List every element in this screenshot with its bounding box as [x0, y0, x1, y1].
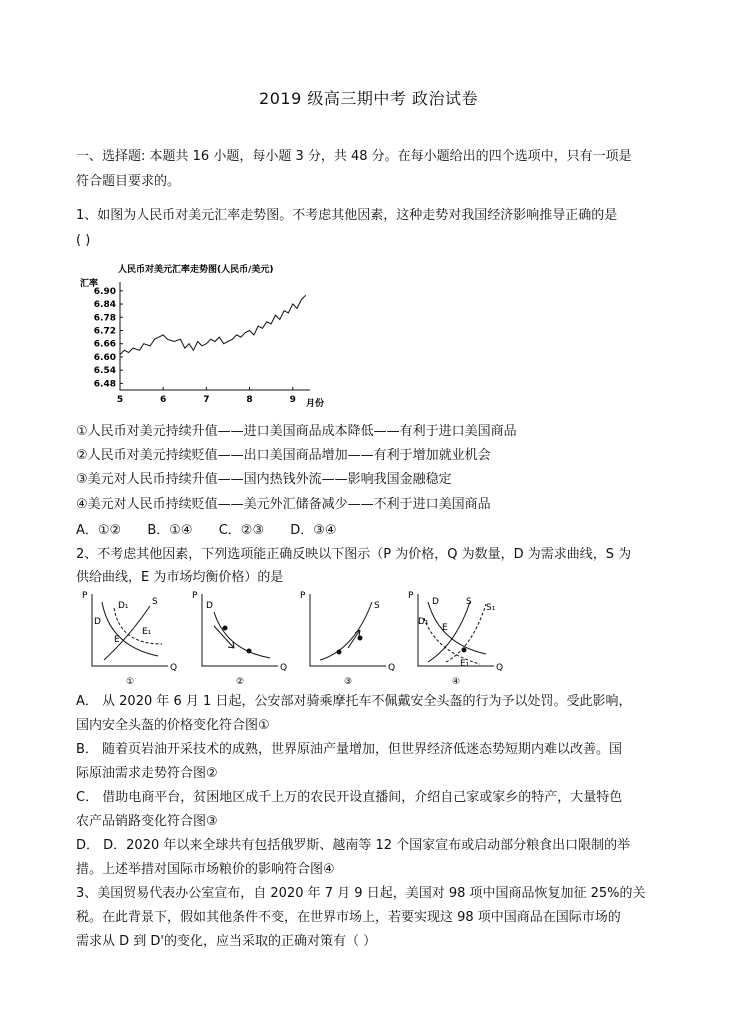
y-tick-label: 6.54	[93, 366, 116, 377]
q1-option-c[interactable]: C．②③	[218, 523, 265, 538]
y-tick-label: 6.90	[93, 286, 116, 297]
svg-text:D: D	[94, 617, 101, 627]
x-tick-label: 8	[246, 395, 253, 405]
q1-option-b[interactable]: B．①④	[147, 523, 193, 538]
q1-option-a[interactable]: A．①②	[76, 523, 122, 538]
chart-xlabel: 月份	[306, 399, 325, 408]
x-tick-label: 7	[203, 395, 210, 405]
svg-text:S: S	[152, 597, 158, 607]
q2-option-b-line2: 际原油需求走势符合图②	[76, 766, 218, 781]
y-tick-label: 6.84	[93, 300, 116, 311]
svg-text:P: P	[82, 591, 88, 601]
svg-text:S: S	[374, 601, 380, 611]
q3-stem-line3: 需求从 D 到 D'的变化，应当采取的正确对策有（ ）	[76, 934, 377, 949]
graph-4	[408, 591, 503, 687]
q2-option-d-line1[interactable]: D． D．2020 年以来全球共有包括俄罗斯、越南等 12 个国家宣布或启动部分粮食出口限制的举	[76, 838, 631, 853]
y-tick-label: 6.48	[93, 379, 116, 390]
section-instructions-line1: 一、选择题: 本题共 16 小题，每小题 3 分，共 48 分。在每小题给出的四个选项中，只有一项是	[76, 149, 632, 164]
svg-text:E: E	[442, 623, 448, 633]
svg-text:Q: Q	[496, 663, 504, 673]
svg-text:P: P	[300, 591, 306, 601]
y-tick-label: 6.72	[93, 326, 116, 337]
graph-1	[82, 591, 177, 687]
supply-demand-graphs	[70, 588, 530, 688]
chart-ylabel: 汇率	[80, 279, 99, 289]
svg-text:D: D	[206, 601, 213, 611]
exchange-rate-chart	[70, 258, 330, 408]
x-tick-label: 9	[289, 395, 296, 405]
graph-3	[300, 591, 395, 687]
svg-text:Q: Q	[388, 663, 396, 673]
q3-stem-line1: 3、美国贸易代表办公室宣布，自 2020 年 7 月 9 日起，美国对 98 项中国商品恢复加征 25%的关	[76, 886, 646, 901]
q2-stem-line2: 供给曲线，E 为市场均衡价格）的是	[76, 570, 284, 585]
graph-2	[192, 591, 287, 687]
svg-text:P: P	[192, 591, 198, 601]
q2-option-a-line1[interactable]: A． 从 2020 年 6 月 1 日起，公安部对骑乘摩托车不佩戴安全头盔的行为予以处罚。受此影响，	[76, 694, 632, 709]
y-tick-label: 6.60	[93, 352, 116, 363]
q2-option-d-line2: 措。上述举措对国际市场粮价的影响符合图④	[76, 862, 335, 877]
svg-text:④: ④	[452, 677, 461, 687]
svg-text:E: E	[114, 635, 120, 645]
svg-text:S: S	[466, 597, 472, 607]
q1-item-3: ③美元对人民币持续升值——国内热钱外流——影响我国金融稳定	[76, 472, 452, 487]
svg-text:Q: Q	[170, 663, 178, 673]
q1-option-d[interactable]: D．③④	[290, 523, 337, 538]
svg-text:D₁: D₁	[418, 617, 429, 627]
svg-text:③: ③	[344, 677, 353, 687]
svg-text:P: P	[408, 591, 414, 601]
q1-item-2: ②人民币对美元持续贬值——出口美国商品增加——有利于增加就业机会	[76, 448, 491, 463]
svg-text:E₁: E₁	[460, 659, 470, 669]
q1-stem-line2: ( )	[76, 233, 91, 248]
svg-text:Q: Q	[280, 663, 288, 673]
svg-text:②: ②	[236, 677, 245, 687]
q2-option-c-line1[interactable]: C． 借助电商平台，贫困地区成千上万的农民开设直播间，介绍自己家或家乡的特产，大量特色	[76, 790, 623, 805]
y-tick-label: 6.66	[93, 339, 116, 350]
q1-item-1: ①人民币对美元持续升值——进口美国商品成本降低——有利于进口美国商品	[76, 424, 517, 439]
chart-title: 人民币对美元汇率走势图(人民币/美元)	[118, 265, 274, 275]
section-instructions-line2: 符合题目要求的。	[76, 174, 181, 189]
svg-text:E₁: E₁	[142, 627, 152, 637]
svg-text:S₁: S₁	[486, 603, 496, 613]
chart-axes	[120, 282, 310, 390]
svg-text:D: D	[432, 597, 439, 607]
exchange-rate-series-line	[120, 295, 306, 355]
q1-stem-line1: 1、如图为人民币对美元汇率走势图。不考虑其他因素，这种走势对我国经济影响推导正确的是	[76, 208, 618, 223]
q2-stem-line1: 2、不考虑其他因素，下列选项能正确反映以下图示（P 为价格，Q 为数量，D 为需求曲线，S 为	[76, 547, 632, 562]
q1-item-4: ④美元对人民币持续贬值——美元外汇储备减少——不利于进口美国商品	[76, 497, 491, 512]
x-tick-label: 6	[160, 395, 167, 405]
svg-text:D₁: D₁	[118, 601, 129, 611]
svg-text:①: ①	[126, 677, 135, 687]
q1-options	[76, 519, 666, 543]
y-tick-label: 6.78	[93, 313, 116, 324]
q2-option-a-line2: 国内安全头盔的价格变化符合图①	[76, 718, 270, 733]
q2-option-b-line1[interactable]: B． 随着页岩油开采技术的成熟，世界原油产量增加，但世界经济低迷态势短期内难以改善。国	[76, 742, 623, 757]
page-title: 2019 级高三期中考 政治试卷	[259, 89, 478, 108]
q2-option-c-line2: 农产品销路变化符合图③	[76, 814, 218, 829]
q3-stem-line2: 税。在此背景下，假如其他条件不变，在世界市场上，若要实现这 98 项中国商品在国际市场的	[76, 910, 621, 925]
x-tick-label: 5	[116, 395, 124, 405]
